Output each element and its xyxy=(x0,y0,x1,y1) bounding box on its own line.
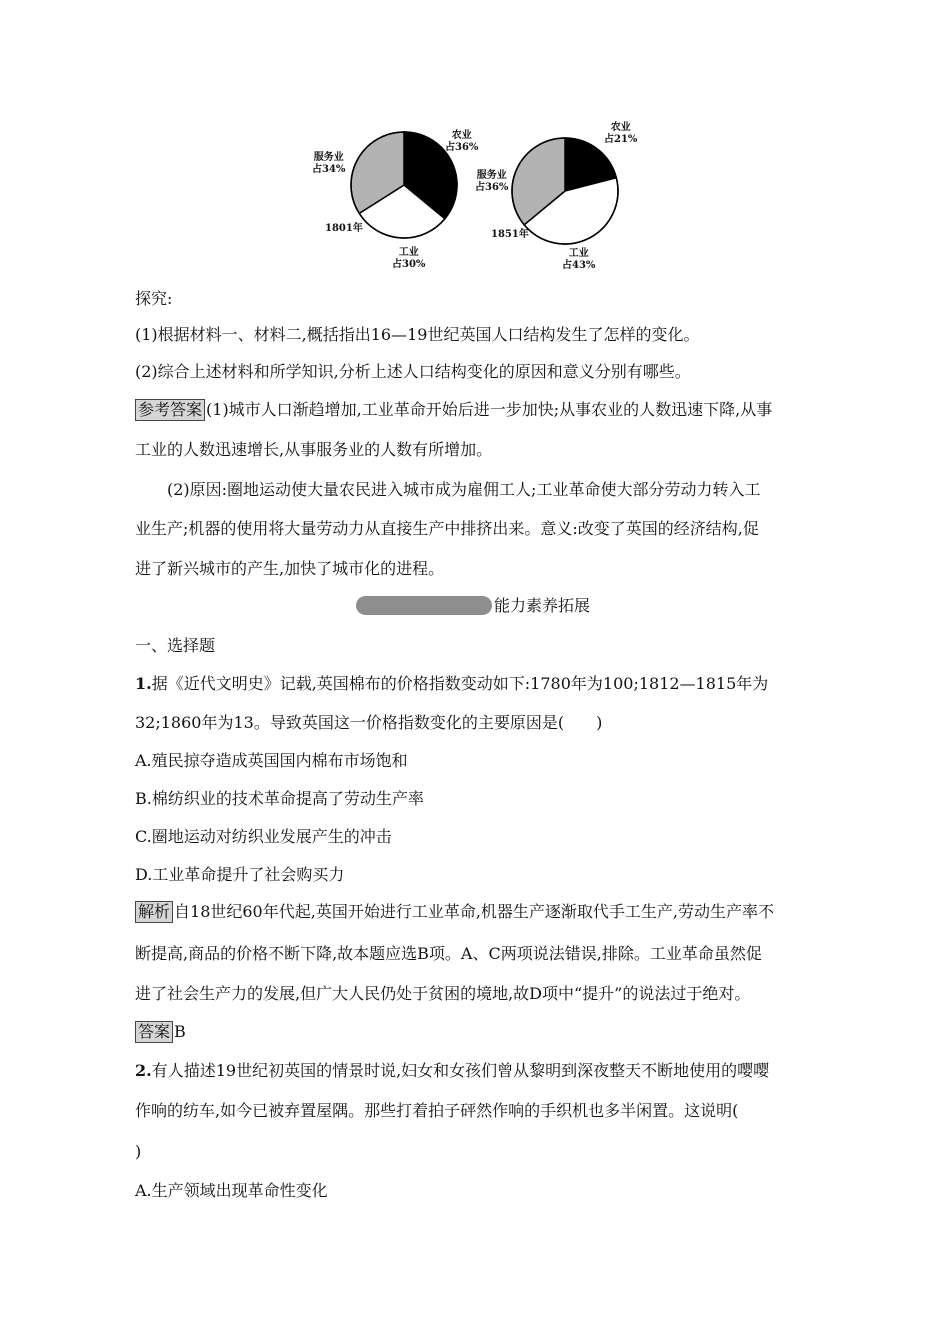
q2-stem-line-1 xyxy=(135,1060,769,1082)
q1-stem-line-2: 32;1860年为13。导致英国这一价格指数变化的主要原因是( ) xyxy=(135,713,603,732)
pie1801-service-label: 服务业 占34% xyxy=(312,152,346,175)
q1-answer-tag: 答案 xyxy=(135,1021,173,1043)
q2-number: 2. xyxy=(135,1061,152,1080)
pie1801-agri-label: 农业 占36% xyxy=(445,130,479,153)
section-title: 一、选择题 xyxy=(135,636,216,655)
pie1851-service-label: 服务业 占36% xyxy=(475,170,509,193)
explore-question-1: (1)根据材料一、材料二,概括指出16—19世纪英国人口结构发生了怎样的变化。 xyxy=(135,325,700,344)
reference-answer-line-3: (2)原因:圈地运动使大量农民进入城市成为雇佣工人;工业革命使大部分劳动力转入工 xyxy=(167,480,761,499)
q1-analysis-text: 自18世纪60年代起,英国开始进行工业革命,机器生产逐渐取代手工生产,劳动生产率不 xyxy=(174,902,774,921)
q1-option-d: D.工业革命提升了社会购买力 xyxy=(135,865,345,884)
q1-number: 1. xyxy=(135,674,152,693)
q1-option-a: A.殖民掠夺造成英国国内棉布市场饱和 xyxy=(135,751,408,770)
pie1801-industry-label: 工业 占30% xyxy=(392,247,426,270)
explore-heading: 探究: xyxy=(135,289,173,308)
q1-answer-value: B xyxy=(174,1022,186,1041)
pie1851-agri-label: 农业 占21% xyxy=(604,122,638,145)
reference-answer-tag: 参考答案 xyxy=(135,399,205,421)
reference-answer-text: (1)城市人口渐趋增加,工业革命开始后进一步加快;从事农业的人数迅速下降,从事 xyxy=(206,400,773,419)
pie1801-year-label: 1801年 xyxy=(325,223,363,234)
reference-answer-line-5: 进了新兴城市的产生,加快了城市化的进程。 xyxy=(135,559,445,578)
reference-answer-line-4: 业生产;机器的使用将大量劳动力从直接生产中排挤出来。意义:改变了英国的经济结构,促 xyxy=(135,519,759,538)
q1-stem-line-1 xyxy=(135,673,768,695)
q2-stem-text: 有人描述19世纪初英国的情景时说,妇女和女孩们曾从黎明到深夜整天不断地使用的嘤嘤 xyxy=(151,1061,770,1080)
q1-option-b: B.棉纺织业的技术革命提高了劳动生产率 xyxy=(135,789,424,808)
pie-chart-figure xyxy=(300,112,660,282)
q2-option-a: A.生产领域出现革命性变化 xyxy=(135,1181,328,1200)
q2-stem-line-3: ) xyxy=(135,1142,142,1161)
q1-stem-text: 据《近代文明史》记载,英国棉布的价格指数变动如下:1780年为100;1812—1815年为 xyxy=(151,674,769,693)
explore-question-2: (2)综合上述材料和所学知识,分析上述人口结构变化的原因和意义分别有哪些。 xyxy=(135,362,691,381)
q1-analysis-line-2: 断提高,商品的价格不断下降,故本题应选B项。A、C两项说法错误,排除。工业革命虽然促 xyxy=(135,944,762,963)
section-banner-title: 能力素养拓展 xyxy=(494,596,591,615)
reference-answer-line-1 xyxy=(135,399,772,421)
q1-analysis-tag: 解析 xyxy=(135,901,173,923)
pie1851-industry-label: 工业 占43% xyxy=(562,248,596,271)
q1-analysis-line-1 xyxy=(135,901,774,923)
q1-answer-line xyxy=(135,1021,186,1043)
q1-option-c: C.圈地运动对纺织业发展产生的冲击 xyxy=(135,827,392,846)
section-banner-bar xyxy=(356,596,492,615)
reference-answer-line-2: 工业的人数迅速增长,从事服务业的人数有所增加。 xyxy=(135,440,493,459)
q2-stem-line-2: 作响的纺车,如今已被弃置屋隅。那些打着拍子砰然作响的手织机也多半闲置。这说明( xyxy=(135,1101,739,1120)
q1-analysis-line-3: 进了社会生产力的发展,但广大人民仍处于贫困的境地,故D项中“提升”的说法过于绝对。 xyxy=(135,984,751,1003)
pie1851-year-label: 1851年 xyxy=(491,229,529,240)
